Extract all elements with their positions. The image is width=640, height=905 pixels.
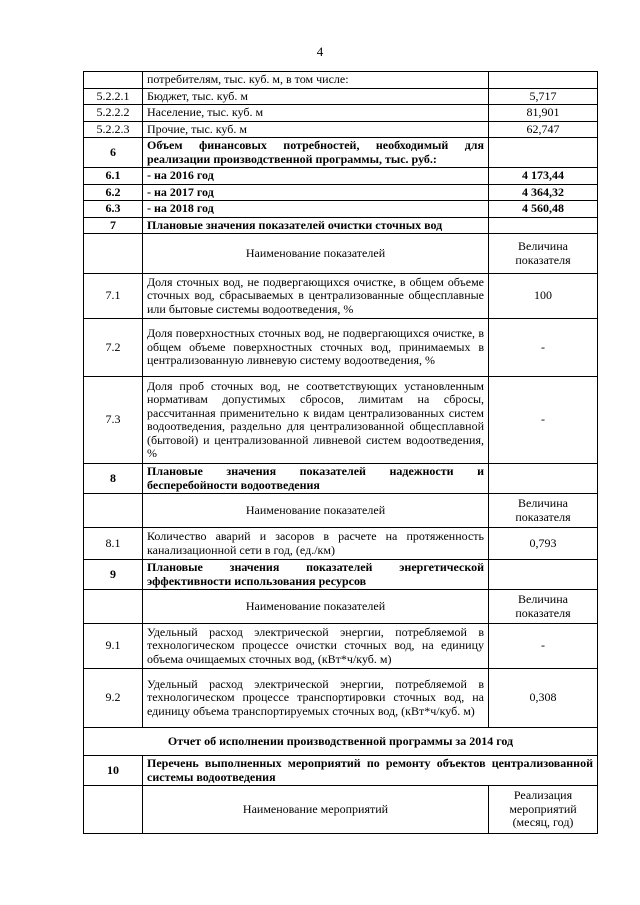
table-row <box>84 184 598 201</box>
row-text: Плановые значения показателей энергетической эффективности использования ресурсов <box>143 560 489 590</box>
row-text: - на 2017 год <box>143 184 489 201</box>
row-value <box>489 560 598 590</box>
row-number: 7.3 <box>84 377 143 464</box>
row-text: Объем финансовых потребностей, необходимый для реализации производственной программы, тыс. руб.: <box>143 138 489 168</box>
table-row <box>84 88 598 105</box>
row-text: Доля сточных вод, не подвергающихся очистке, в общем объеме сточных вод, сбрасываемых в централизованные общесплавные или бытовые системы водоотведения, % <box>143 274 489 319</box>
table-row <box>84 786 598 834</box>
row-value: 0,793 <box>489 528 598 560</box>
row-value: - <box>489 319 598 377</box>
row-value: 4 560,48 <box>489 201 598 218</box>
row-value <box>489 72 598 89</box>
row-text: Бюджет, тыс. куб. м <box>143 88 489 105</box>
row-number: 7 <box>84 217 143 234</box>
row-number: 5.2.2.3 <box>84 121 143 138</box>
row-value: - <box>489 377 598 464</box>
table-row <box>84 624 598 669</box>
column-header: Наименование показателей <box>143 494 489 528</box>
row-value: 62,747 <box>489 121 598 138</box>
row-text: - на 2018 год <box>143 201 489 218</box>
row-text: Удельный расход электрической энергии, потребляемой в технологическом процессе транспортировки сточных вод, на единицу объема транспортируемых сточных вод, (кВт*ч/куб. м) <box>143 669 489 728</box>
row-text: Доля проб сточных вод, не соответствующих установленным нормативам допустимых сбросов, лимитам на сбросы, рассчитанная применительно к видам централизованных систем водоотведения, раздельно для централизованной общесплавной (бытовой) и централизованной ливневой систем водоотведения, % <box>143 377 489 464</box>
row-value: 81,901 <box>489 105 598 122</box>
row-text: Количество аварий и засоров в расчете на протяженность канализационной сети в год, (ед./км) <box>143 528 489 560</box>
row-number: 9 <box>84 560 143 590</box>
row-number: 9.1 <box>84 624 143 669</box>
section-title: Отчет об исполнении производственной программы за 2014 год <box>84 728 598 756</box>
table-row <box>84 121 598 138</box>
value-header: Величина показателя <box>489 234 598 274</box>
value-header: Реализация мероприятий (месяц, год) <box>489 786 598 834</box>
table-row <box>84 669 598 728</box>
row-text: - на 2016 год <box>143 168 489 185</box>
row-number: 10 <box>84 756 143 786</box>
row-text: Население, тыс. куб. м <box>143 105 489 122</box>
row-text: потребителям, тыс. куб. м, в том числе: <box>143 72 489 89</box>
table-row <box>84 756 598 786</box>
row-text: Прочие, тыс. куб. м <box>143 121 489 138</box>
page-number: 4 <box>316 44 324 59</box>
row-number <box>84 786 143 834</box>
table-row <box>84 274 598 319</box>
row-number: 8.1 <box>84 528 143 560</box>
row-value <box>489 464 598 494</box>
program-table <box>83 71 598 834</box>
value-header: Величина показателя <box>489 590 598 624</box>
column-header: Наименование показателей <box>143 234 489 274</box>
row-number: 6.3 <box>84 201 143 218</box>
row-text: Плановые значения показателей надежности и бесперебойности водоотведения <box>143 464 489 494</box>
row-value: 4 364,32 <box>489 184 598 201</box>
row-number: 9.2 <box>84 669 143 728</box>
row-number: 8 <box>84 464 143 494</box>
table-row <box>84 494 598 528</box>
column-header: Наименование мероприятий <box>143 786 489 834</box>
value-header: Величина показателя <box>489 494 598 528</box>
table-row <box>84 217 598 234</box>
row-value <box>489 217 598 234</box>
table-row <box>84 234 598 274</box>
row-number: 7.1 <box>84 274 143 319</box>
row-text: Доля поверхностных сточных вод, не подвергающихся очистке, в общем объеме поверхностных сточных вод, принимаемых в централизованную ливневую систему водоотведения, % <box>143 319 489 377</box>
row-number: 5.2.2.1 <box>84 88 143 105</box>
row-text: Плановые значения показателей очистки сточных вод <box>143 217 489 234</box>
table-row <box>84 105 598 122</box>
row-number: 6.1 <box>84 168 143 185</box>
row-value: 4 173,44 <box>489 168 598 185</box>
row-text: Удельный расход электрической энергии, потребляемой в технологическом процессе очистки сточных вод, на единицу объема очищаемых сточных вод, (кВт*ч/куб. м) <box>143 624 489 669</box>
column-header: Наименование показателей <box>143 590 489 624</box>
row-number <box>84 72 143 89</box>
table-row <box>84 728 598 756</box>
row-number <box>84 590 143 624</box>
row-text: Перечень выполненных мероприятий по ремонту объектов централизованной системы водоотведения <box>143 756 598 786</box>
row-number: 6 <box>84 138 143 168</box>
table-row <box>84 528 598 560</box>
row-value: - <box>489 624 598 669</box>
row-number: 7.2 <box>84 319 143 377</box>
table-row <box>84 138 598 168</box>
row-value <box>489 138 598 168</box>
row-number: 6.2 <box>84 184 143 201</box>
table-row <box>84 72 598 89</box>
row-value: 5,717 <box>489 88 598 105</box>
row-number <box>84 234 143 274</box>
row-value: 100 <box>489 274 598 319</box>
table-row <box>84 377 598 464</box>
table-row <box>84 464 598 494</box>
table-row <box>84 590 598 624</box>
table-row <box>84 560 598 590</box>
table-row <box>84 319 598 377</box>
row-number <box>84 494 143 528</box>
table-row <box>84 168 598 185</box>
row-value: 0,308 <box>489 669 598 728</box>
row-number: 5.2.2.2 <box>84 105 143 122</box>
table-row <box>84 201 598 218</box>
